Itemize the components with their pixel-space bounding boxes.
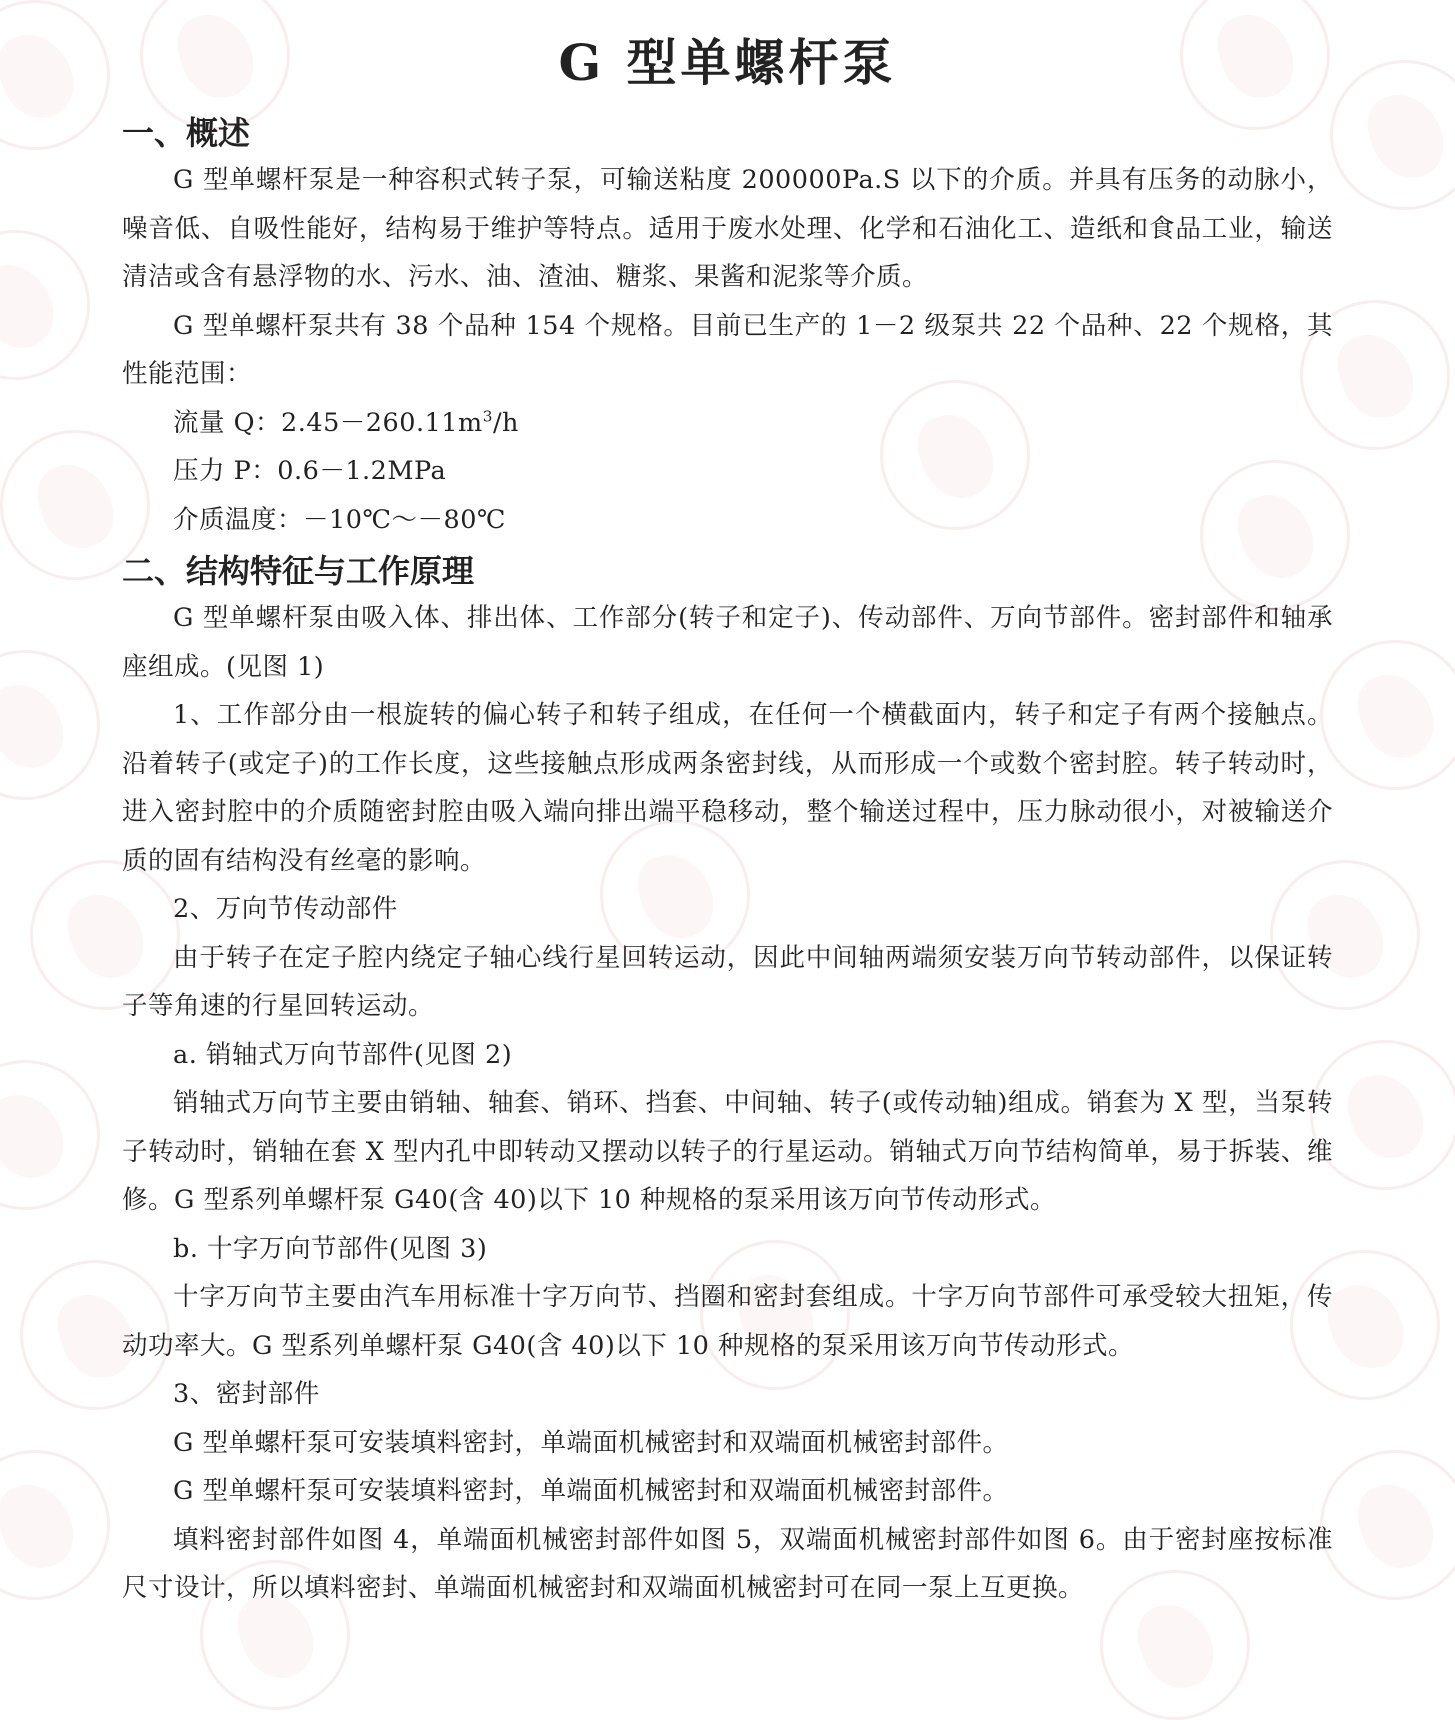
section-heading-structure: 二、结构特征与工作原理 <box>122 552 475 590</box>
subheading: b. 十字万向节部件(见图 3) <box>173 1233 488 1264</box>
subheading: 2、万向节传动部件 <box>173 894 398 924</box>
paragraph: G 型单螺杆泵由吸入体、排出体、工作部分(转子和定子)、传动部件、万向节部件。密封部件和轴承座组成。(见图 1) <box>122 603 1333 682</box>
paragraph: 1、工作部分由一根旋转的偏心转子和转子组成，在任何一个横截面内，转子和定子有两个接触点。沿着转子(或定子)的工作长度，这些接触点形成两条密封线，从而形成一个或数个密封腔。转子转动时，进入密封腔中的介质随密封腔由吸入端向排出端平稳移动，整个输送过程中，压力脉动很小，对被输送介质的固有结构没有丝毫的影响。 <box>122 700 1333 876</box>
page-title: G 型单螺杆泵 <box>558 33 897 92</box>
spec-flow-unit: /h <box>492 407 519 438</box>
paragraph: 填料密封部件如图 4，单端面机械密封部件如图 5，双端面机械密封部件如图 6。由于密封座按标准尺寸设计，所以填料密封、单端面机械密封和双端面机械密封可在同一泵上互更换。 <box>122 1524 1333 1603</box>
section-heading-overview: 一、概述 <box>122 114 251 152</box>
spec-flow-superscript: 3 <box>482 407 493 425</box>
paragraph: G 型单螺杆泵可安装填料密封，单端面机械密封和双端面机械密封部件。 <box>173 1476 1009 1506</box>
paragraph: 十字万向节主要由汽车用标准十字万向节、挡圈和密封套组成。十字万向节部件可承受较大扭矩，传动功率大。G 型系列单螺杆泵 G40(含 40)以下 10 种规格的泵采用该万向节传动形式。 <box>122 1282 1333 1361</box>
paragraph: G 型单螺杆泵共有 38 个品种 154 个规格。目前已生产的 1－2 级泵共 22 个品种、22 个规格，其性能范围： <box>122 310 1333 389</box>
spec-temperature: 介质温度：－10℃～－80℃ <box>173 504 506 535</box>
spec-pressure: 压力 P：0.6－1.2MPa <box>173 456 447 486</box>
spec-flow-text: 流量 Q：2.45－260.11m <box>173 407 483 438</box>
paragraph: 销轴式万向节主要由销轴、轴套、销环、挡套、中间轴、转子(或传动轴)组成。销套为 X 型，当泵转子转动时，销轴在套 X 型内孔中即转动又摆动以转子的行星运动。销轴式万向节结构简单，易于拆装、维修。G 型系列单螺杆泵 G40(含 40)以下 10 种规格的泵采用该万向节传动形式。 <box>122 1088 1333 1215</box>
paragraph: G 型单螺杆泵是一种容积式转子泵，可输送粘度 200000Pa.S 以下的介质。并具有压务的动脉小，噪音低、自吸性能好，结构易于维护等特点。适用于废水处理、化学和石油化工、造纸和食品工业，输送清洁或含有悬浮物的水、污水、油、渣油、糖浆、果酱和泥浆等介质。 <box>122 165 1333 292</box>
spec-flow <box>122 399 1333 448</box>
subheading: 3、密封部件 <box>173 1379 320 1409</box>
subheading: a. 销轴式万向节部件(见图 2) <box>173 1039 513 1070</box>
paragraph: 由于转子在定子腔内绕定子轴心线行星回转运动，因此中间轴两端须安装万向节转动部件，以保证转子等角速的行星回转运动。 <box>122 942 1333 1021</box>
paragraph: G 型单螺杆泵可安装填料密封，单端面机械密封和双端面机械密封部件。 <box>173 1427 1009 1458</box>
